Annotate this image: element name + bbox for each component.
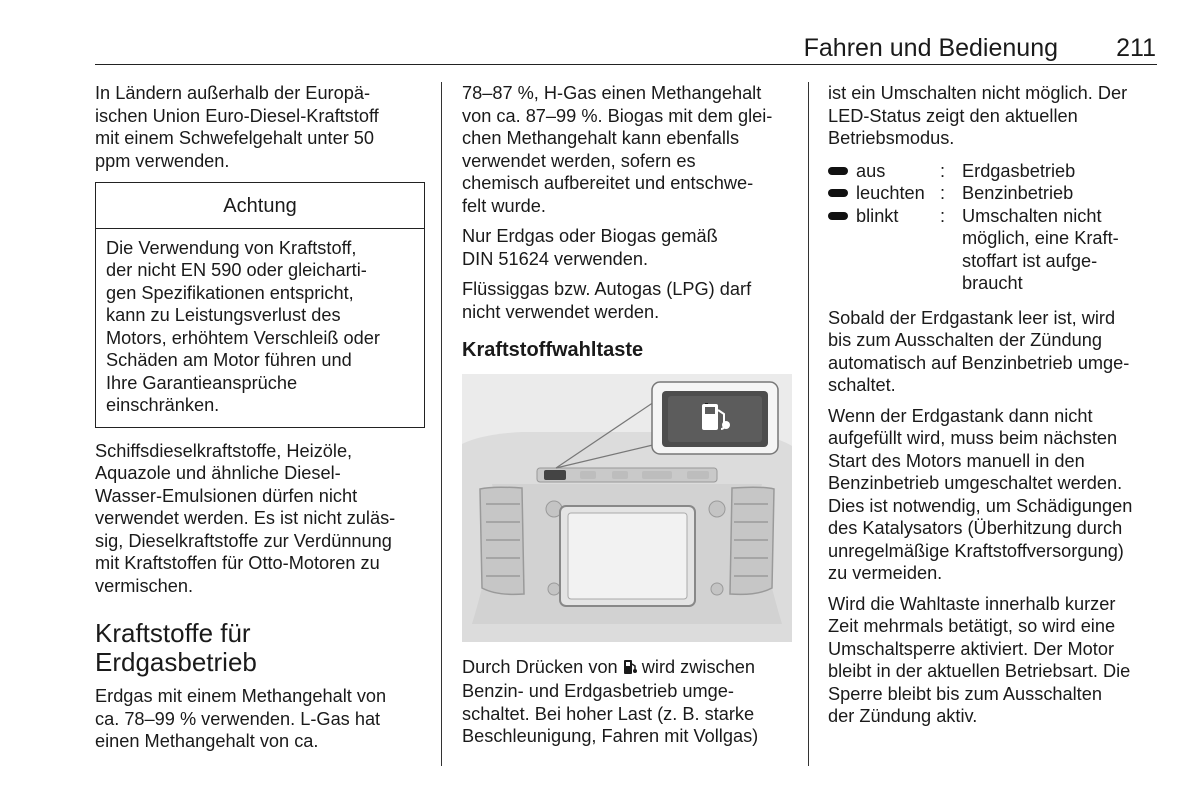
caption-text-end: wird zwischen Benzin- und Erdgasbetrieb umge- schaltet. Bei hoher Last (z. B. starke Beschleunigung, Fahren mit Vollgas) bbox=[462, 656, 759, 746]
warning-title: Achtung bbox=[96, 183, 424, 229]
led-indicator-icon bbox=[828, 167, 848, 175]
column-left bbox=[95, 82, 425, 761]
column-divider bbox=[808, 82, 809, 766]
dashboard-svg bbox=[462, 374, 792, 642]
paragraph: ist ein Umschalten nicht möglich. Der LED-Status zeigt den aktuellen Betriebsmodus. bbox=[828, 83, 1128, 148]
paragraph: Nur Erdgas oder Biogas gemäß DIN 51624 verwenden. bbox=[462, 226, 718, 269]
led-status-row bbox=[828, 160, 1158, 183]
paragraph: Wenn der Erdgastank dann nicht aufgefüllt wird, muss beim nächsten Start des Motors manuell in den Benzinbetrieb umgeschaltet werden. Dies ist notwendig, um Schädigungen des Katalysators (Überhitzung durch unregelmäßige Kraftstoffversorgung) zu vermeiden. bbox=[828, 405, 1133, 583]
led-description: Umschalten nicht möglich, eine Kraft- stoffart ist aufge- braucht bbox=[962, 205, 1119, 293]
led-indicator-icon bbox=[828, 189, 848, 197]
led-state: blinkt bbox=[856, 205, 899, 226]
led-status-row bbox=[828, 205, 1158, 295]
caption-text-start: Durch Drücken von bbox=[462, 656, 623, 677]
infotainment-screen bbox=[560, 506, 695, 606]
led-description: Benzinbetrieb bbox=[962, 183, 1074, 203]
led-separator: : bbox=[940, 205, 946, 226]
led-indicator-icon bbox=[828, 212, 848, 220]
led-status-list bbox=[828, 160, 1158, 295]
led-state: aus bbox=[856, 160, 886, 181]
section-heading: Kraftstoffe für Erdgasbetrieb bbox=[95, 618, 257, 677]
page-number: 211 bbox=[1116, 34, 1156, 62]
fuel-pump-icon bbox=[623, 658, 637, 681]
warning-box bbox=[95, 182, 425, 428]
paragraph bbox=[462, 656, 792, 748]
paragraph: Wird die Wahltaste innerhalb kurzer Zeit mehrmals betätigt, so wird eine Umschaltsperre aktiviert. Der Motor bleibt in der aktuellen Betriebsart. Die Sperre bleibt bis zum Ausschalten der Zündung aktiv. bbox=[828, 593, 1131, 726]
subsection-heading: Kraftstoffwahltaste bbox=[462, 339, 644, 361]
paragraph: In Ländern außerhalb der Europä- ischen Union Euro-Diesel-Kraftstoff mit einem Schwefelgehalt unter 50 ppm verwenden. bbox=[95, 83, 379, 171]
led-separator: : bbox=[940, 183, 946, 203]
right-air-vent bbox=[730, 487, 774, 594]
led-separator: : bbox=[940, 160, 946, 181]
dashboard-illustration bbox=[462, 374, 792, 642]
left-air-vent bbox=[480, 487, 524, 594]
paragraph: Erdgas mit einem Methangehalt von ca. 78–99 % verwenden. L-Gas hat einen Methangehalt von ca. bbox=[95, 686, 387, 751]
fuel-selector-callout bbox=[652, 382, 778, 454]
led-state: leuchten bbox=[856, 183, 925, 203]
column-right bbox=[828, 82, 1158, 736]
paragraph: 78–87 %, H-Gas einen Methangehalt von ca. 87–99 %. Biogas mit dem glei- chen Methangehalt kann ebenfalls verwendet werden, sofern es chemisch aufbereitet und entschwe- felt wurde. bbox=[462, 83, 773, 216]
led-status-row bbox=[828, 182, 1158, 205]
button-strip bbox=[537, 468, 717, 482]
column-middle bbox=[462, 82, 792, 756]
column-divider bbox=[441, 82, 442, 766]
paragraph: Flüssiggas bzw. Autogas (LPG) darf nicht verwendet werden. bbox=[462, 279, 752, 322]
header-rule bbox=[95, 64, 1157, 65]
led-description: Erdgasbetrieb bbox=[962, 160, 1076, 181]
warning-body: Die Verwendung von Kraftstoff, der nicht EN 590 oder gleicharti- gen Spezifikationen entspricht, kann zu Leistungsverlust des Motors, erhöhtem Verschleiß oder Schäden am Motor führen und Ihre Garantieansprüche einschränken. bbox=[106, 237, 380, 415]
paragraph: Schiffsdieselkraftstoffe, Heizöle, Aquazole und ähnliche Diesel- Wasser-Emulsionen dürfen nicht verwendet werden. Es ist nicht zuläs- sig, Dieselkraftstoffe zur Verdünnung mit Kraftstoffen für Otto-Motoren zu vermischen. bbox=[95, 440, 396, 596]
paragraph: Sobald der Erdgastank leer ist, wird bis zum Ausschalten der Zündung automatisch auf Benzinbetrieb umge- schaltet. bbox=[828, 307, 1130, 395]
section-title: Fahren und Bedienung bbox=[803, 34, 1058, 62]
